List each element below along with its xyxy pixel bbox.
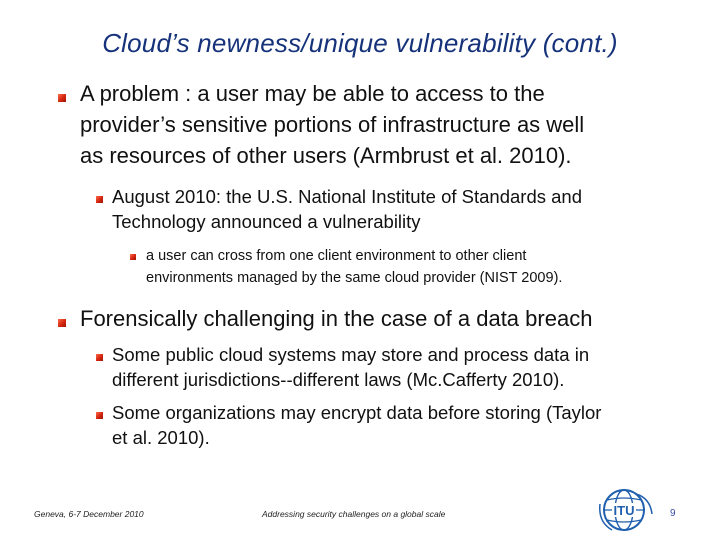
footer-location: Geneva, 6-7 December 2010: [34, 509, 144, 519]
bullet-square-icon: [96, 412, 103, 419]
bullet-line: et al. 2010).: [112, 427, 210, 448]
bullet-line: Some organizations may encrypt data before storing (Taylor: [112, 402, 602, 423]
bullet-line: Forensically challenging in the case of a data breach: [80, 306, 593, 331]
itu-logo-icon: [596, 484, 656, 536]
bullet-square-icon: [58, 319, 66, 327]
logo-text: ITU: [613, 503, 635, 518]
bullet-line: different jurisdictions--different laws (Mc.Cafferty 2010).: [112, 369, 565, 390]
slide-title: Cloud’s newness/unique vulnerability (cont.): [102, 28, 618, 58]
bullet-square-icon: [96, 354, 103, 361]
page-number: 9: [670, 508, 676, 519]
bullet-line: Technology announced a vulnerability: [112, 211, 421, 232]
bullet-line: provider’s sensitive portions of infrastructure as well: [80, 112, 585, 137]
bullet-line: Some public cloud systems may store and process data in: [112, 344, 590, 365]
bullet-square-icon: [96, 196, 103, 203]
bullet-line: environments managed by the same cloud provider (NIST 2009).: [146, 270, 563, 286]
bullet-square-icon: [58, 94, 66, 102]
bullet-square-icon: [130, 254, 136, 260]
bullet-line: as resources of other users (Armbrust et al. 2010).: [80, 143, 572, 168]
bullet-line: A problem : a user may be able to access to the: [80, 81, 545, 106]
footer-event-title: Addressing security challenges on a global scale: [262, 509, 446, 519]
bullet-line: August 2010: the U.S. National Institute of Standards and: [112, 186, 582, 207]
bullet-line: a user can cross from one client environment to other client: [146, 248, 527, 264]
